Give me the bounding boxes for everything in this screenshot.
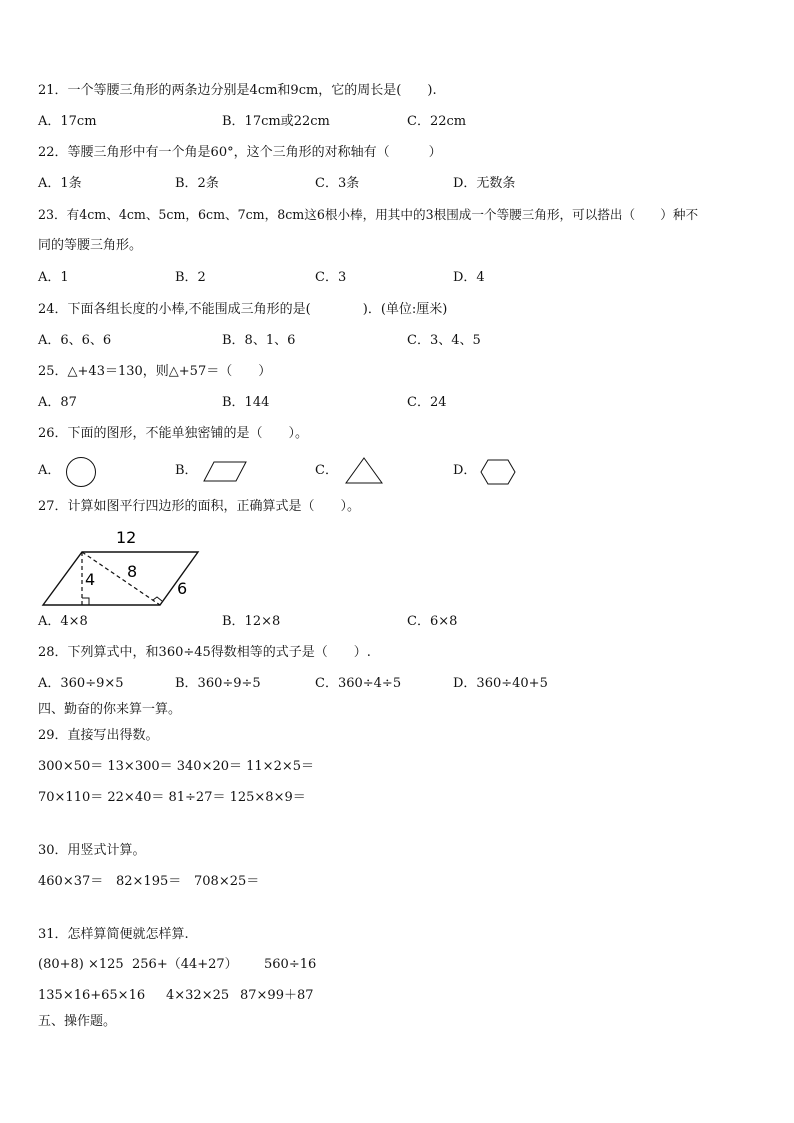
triangle-icon xyxy=(344,456,384,486)
q24-option-a: A．6、6、6 xyxy=(38,333,112,348)
question-21-stem: 21．一个等腰三角形的两条边分别是4cm和9cm，它的周长是( ). xyxy=(38,83,437,98)
q29-row-1: 300×50＝ 13×300＝ 340×20＝ 11×2×5＝ xyxy=(38,759,315,774)
question-27-stem: 27．计算如图平行四边形的面积，正确算式是（ ）。 xyxy=(38,499,361,514)
q26-option-a: A． xyxy=(38,463,61,478)
q22-option-b: B．2条 xyxy=(175,176,219,191)
question-24-stem: 24．下面各组长度的小棒,不能围成三角形的是( )．(单位:厘米) xyxy=(38,302,448,317)
q30-item-1: 460×37＝ xyxy=(38,874,104,889)
q30-item-2: 82×195＝ xyxy=(116,874,182,889)
q21-option-b: B．17cm或22cm xyxy=(222,114,330,129)
hexagon-icon xyxy=(479,458,517,486)
q25-option-b: B．144 xyxy=(222,395,270,410)
section-5-heading: 五、操作题。 xyxy=(38,1014,117,1029)
q28-option-a: A．360÷9×5 xyxy=(38,676,124,691)
q28-option-b: B．360÷9÷5 xyxy=(175,676,261,691)
q23-option-a: A．1 xyxy=(38,270,69,285)
q31-row1-item-3: 560÷16 xyxy=(264,957,317,972)
q27-option-b: B．12×8 xyxy=(222,614,281,629)
section-4-heading: 四、勤奋的你来算一算。 xyxy=(38,702,182,717)
parallelogram-figure xyxy=(38,524,208,608)
figure-top-label: 12 xyxy=(116,528,137,547)
q27-option-c: C．6×8 xyxy=(407,614,458,629)
q25-option-a: A．87 xyxy=(38,395,77,410)
q24-option-b: B．8、1、6 xyxy=(222,333,296,348)
question-30-stem: 30．用竖式计算。 xyxy=(38,843,146,858)
parallelogram-icon xyxy=(202,460,248,484)
question-25-stem: 25．△+43＝130，则△+57＝（ ） xyxy=(38,364,272,379)
q29-row-2: 70×110＝ 22×40＝ 81÷27＝ 125×8×9＝ xyxy=(38,790,306,805)
q31-row1-item-2: 256+（44+27） xyxy=(132,957,238,972)
q31-row1-item-1: (80+8) ×125 xyxy=(38,957,124,972)
question-26-stem: 26．下面的图形，不能单独密铺的是（ ）。 xyxy=(38,426,309,441)
q22-option-c: C．3条 xyxy=(315,176,360,191)
circle-icon xyxy=(65,456,97,488)
q28-option-c: C．360÷4÷5 xyxy=(315,676,402,691)
q23-option-c: C．3 xyxy=(315,270,347,285)
q24-option-c: C．3、4、5 xyxy=(407,333,481,348)
q28-option-d: D．360÷40+5 xyxy=(453,676,548,691)
q31-row2-item-2: 4×32×25 xyxy=(166,988,230,1003)
q21-option-a: A．17cm xyxy=(38,114,97,129)
q31-row2-item-3: 87×99＋87 xyxy=(240,988,314,1003)
q26-option-b: B． xyxy=(175,463,198,478)
question-31-stem: 31．怎样算简便就怎样算. xyxy=(38,927,189,942)
question-28-stem: 28．下列算式中，和360÷45得数相等的式子是（ ）. xyxy=(38,645,371,660)
q23-option-b: B．2 xyxy=(175,270,206,285)
q27-option-a: A．4×8 xyxy=(38,614,88,629)
q22-option-a: A．1条 xyxy=(38,176,82,191)
q26-option-d: D． xyxy=(453,463,477,478)
question-23-stem: 23．有4cm、4cm、5cm，6cm、7cm，8cm这6根小棒，用其中的3根围成一个等腰三角形，可以搭出（ ）种不 xyxy=(38,207,699,222)
q30-item-3: 708×25＝ xyxy=(194,874,260,889)
figure-height-label: 4 xyxy=(85,570,96,589)
q25-option-c: C．24 xyxy=(407,395,447,410)
q23-option-d: D．4 xyxy=(453,270,485,285)
question-23-stem-continued: 同的等腰三角形。 xyxy=(38,238,143,253)
question-29-stem: 29．直接写出得数。 xyxy=(38,728,159,743)
q26-option-c: C． xyxy=(315,463,338,478)
question-22-stem: 22．等腰三角形中有一个角是60°，这个三角形的对称轴有（ ） xyxy=(38,145,442,160)
q21-option-c: C．22cm xyxy=(407,114,467,129)
figure-diagonal-label: 8 xyxy=(127,562,138,581)
q22-option-d: D．无数条 xyxy=(453,176,516,191)
figure-side-label: 6 xyxy=(177,579,188,598)
q31-row2-item-1: 135×16+65×16 xyxy=(38,988,146,1003)
